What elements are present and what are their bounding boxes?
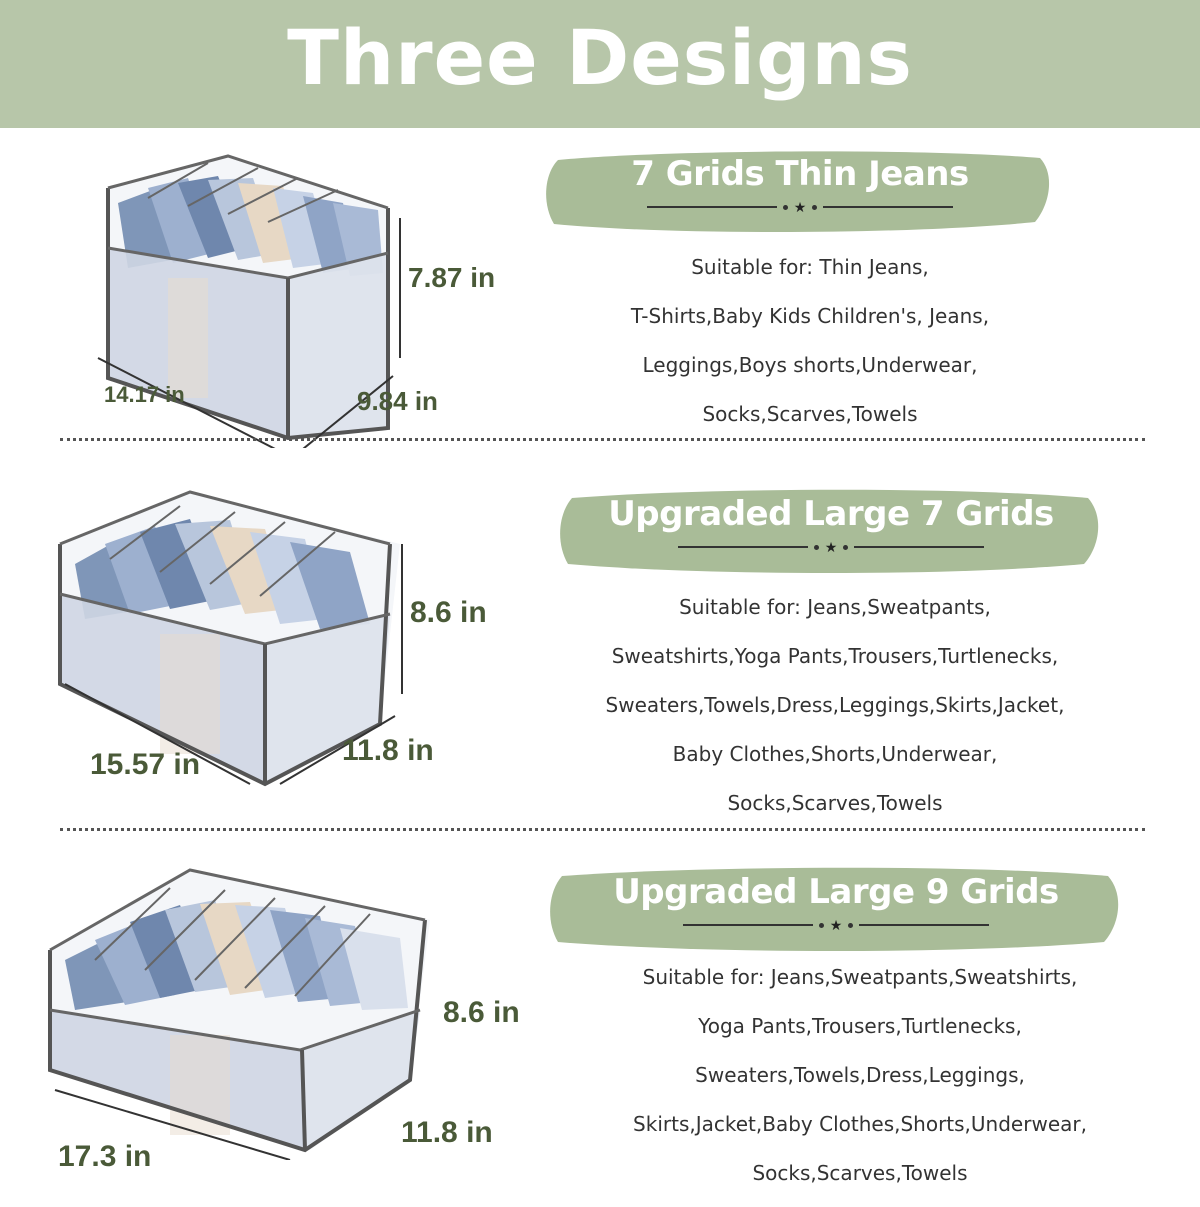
suitable-for-list <box>560 252 1060 448</box>
star-icon: ★ <box>824 539 838 555</box>
suitable-line: T-Shirts,Baby Kids Children's, Jeans, <box>630 304 990 328</box>
height-dimension: 7.87 in <box>408 262 496 293</box>
page-title: Three Designs <box>287 12 913 102</box>
depth-dimension: 9.84 in <box>357 386 438 416</box>
design-section-1 <box>0 128 1200 446</box>
design-section-2 <box>0 450 1200 822</box>
title-ornament <box>556 540 1106 554</box>
length-dimension: 14.17 in <box>104 382 185 407</box>
height-dimension: 8.6 in <box>443 996 520 1029</box>
height-dimension: 8.6 in <box>410 596 487 629</box>
star-icon: ★ <box>793 199 807 215</box>
suitable-line: Suitable for: Jeans,Sweatpants, <box>679 595 991 619</box>
star-icon: ★ <box>829 917 843 933</box>
title-ornament <box>540 200 1060 214</box>
suitable-for-list <box>560 592 1110 837</box>
design-section-3 <box>0 840 1200 1200</box>
suitable-line: Yoga Pants,Trousers,Turtlenecks, <box>698 1014 1022 1038</box>
length-dimension: 17.3 in <box>58 1140 152 1173</box>
suitable-line: Socks,Scarves,Towels <box>727 791 943 815</box>
depth-dimension: 11.8 in <box>401 1116 493 1149</box>
header-banner <box>0 0 1200 128</box>
suitable-line: Suitable for: Jeans,Sweatpants,Sweatshirts, <box>642 965 1078 989</box>
suitable-line: Skirts,Jacket,Baby Clothes,Shorts,Underwear, <box>633 1112 1087 1136</box>
design-title: 7 Grids Thin Jeans <box>631 154 969 194</box>
organizer-image <box>40 860 440 1160</box>
suitable-line: Suitable for: Thin Jeans, <box>691 255 929 279</box>
section-divider <box>60 828 1145 831</box>
suitable-line: Socks,Scarves,Towels <box>752 1161 968 1185</box>
design-title-banner <box>540 144 1060 240</box>
suitable-line: Sweatshirts,Yoga Pants,Trousers,Turtlenecks, <box>611 644 1059 668</box>
depth-dimension: 11.8 in <box>342 734 434 767</box>
suitable-line: Baby Clothes,Shorts,Underwear, <box>672 742 998 766</box>
suitable-line: Sweaters,Towels,Dress,Leggings, <box>695 1063 1025 1087</box>
suitable-for-list <box>580 962 1140 1207</box>
suitable-line: Leggings,Boys shorts,Underwear, <box>642 353 978 377</box>
design-title: Upgraded Large 9 Grids <box>613 872 1059 912</box>
design-title: Upgraded Large 7 Grids <box>608 494 1054 534</box>
length-dimension: 15.57 in <box>90 748 201 781</box>
title-ornament <box>546 918 1126 932</box>
design-title-banner <box>556 484 1106 580</box>
section-divider <box>60 438 1145 441</box>
suitable-line: Socks,Scarves,Towels <box>702 402 918 426</box>
design-title-banner <box>546 862 1126 958</box>
suitable-line: Sweaters,Towels,Dress,Leggings,Skirts,Jacket, <box>605 693 1065 717</box>
